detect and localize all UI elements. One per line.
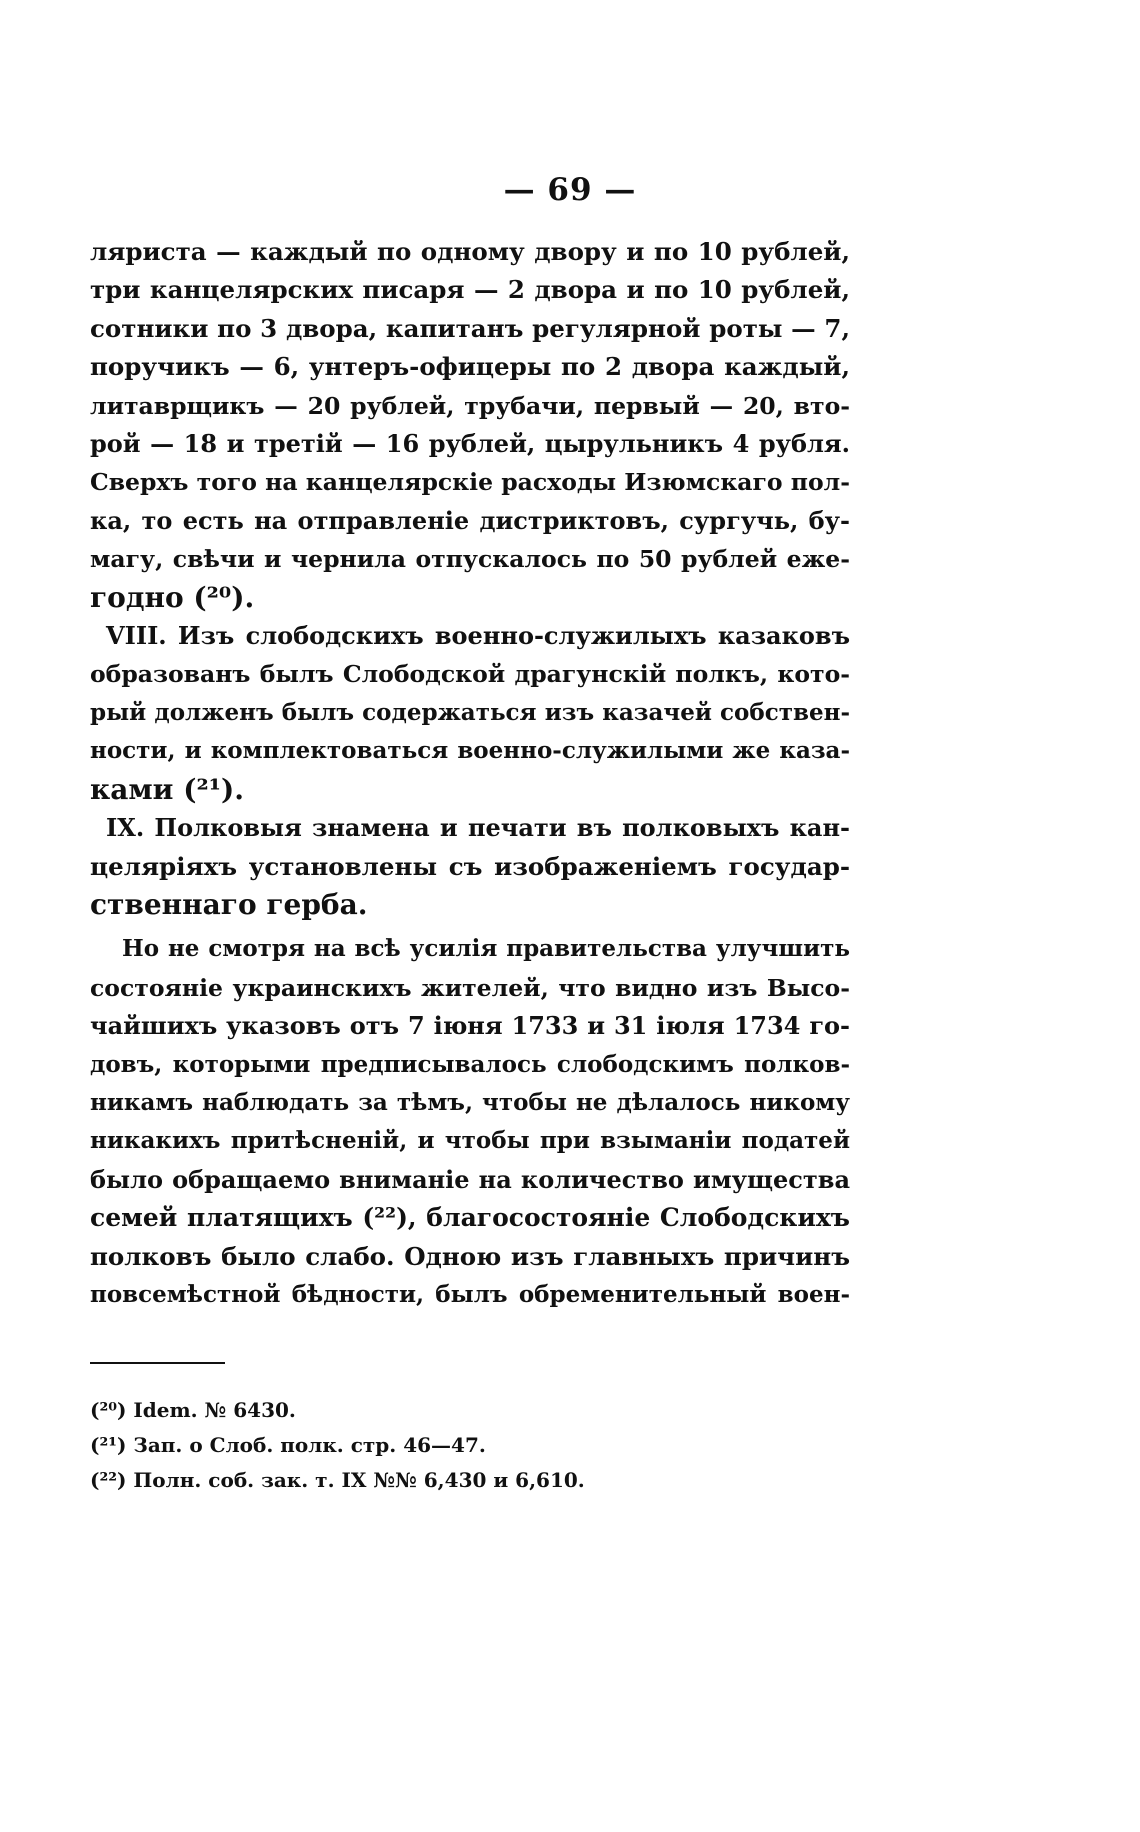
- text-line: ляриста — каждый по одному двору и по 10 рублей,: [90, 237, 850, 266]
- text-line: полковъ было слабо. Одною изъ главныхъ причинъ: [90, 1241, 850, 1271]
- text-line: состояніе украинскихъ жителей, что видно изъ Высо-: [90, 973, 850, 1002]
- text-line: магу, свѣчи и чернила отпускалось по 50 рублей еже-: [90, 545, 850, 574]
- text-line: ка, то есть на отправленіе дистриктовъ, сургучь, бу-: [90, 505, 850, 535]
- text-line: никамъ наблюдать за тѣмъ, чтобы не дѣлалось никому: [90, 1088, 850, 1116]
- text-line: годно (²⁰).: [90, 580, 255, 614]
- page-number: — 69 —: [503, 172, 637, 208]
- text-line: поручикъ — 6, унтеръ-офицеры по 2 двора каждый,: [90, 352, 850, 382]
- text-line: довъ, которыми предписывалось слободскимъ полков-: [90, 1050, 850, 1078]
- text-line: чайшихъ указовъ отъ 7 іюня 1733 и 31 іюля 1734 го-: [90, 1011, 850, 1041]
- text-line: целяріяхъ установлены съ изображеніемъ государ-: [90, 851, 850, 881]
- footnote-22: (²²) Полн. соб. зак. т. IX №№ 6,430 и 6,610.: [90, 1468, 585, 1492]
- text-line: сотники по 3 двора, капитанъ регулярной роты — 7,: [90, 313, 850, 343]
- text-line: семей платящихъ (²²), благосостояніе Слободскихъ: [90, 1203, 850, 1233]
- text-line: Сверхъ того на канцелярскіе расходы Изюмскаго пол-: [90, 468, 850, 497]
- section-ix-heading-line: IX. Полковыя знамена и печати въ полковыхъ кан-: [106, 813, 850, 843]
- footnote-separator: [90, 1362, 225, 1364]
- text-line: литаврщикъ — 20 рублей, трубачи, первый — 20, вто-: [90, 391, 850, 420]
- paragraph-start-line: Но не смотря на всѣ усилія правительства улучшить: [122, 935, 850, 963]
- text-line: никакихъ притѣсненій, и чтобы при взыманіи податей: [90, 1127, 850, 1155]
- text-line: ности, и комплектоваться военно-служилыми же каза-: [90, 737, 850, 765]
- body-text: [90, 233, 850, 1314]
- text-line: образованъ былъ Слободской драгунскій полкъ, кото-: [90, 660, 850, 689]
- text-line: повсемѣстной бѣдности, былъ обременительный воен-: [90, 1280, 850, 1308]
- text-line: рой — 18 и третій — 16 рублей, цырульникъ 4 рубля.: [90, 429, 850, 459]
- section-viii-heading-line: VIII. Изъ слободскихъ военно-служилыхъ казаковъ: [106, 621, 850, 651]
- text-line: ственнаго герба.: [90, 887, 368, 921]
- text-line: три канцелярских писаря — 2 двора и по 10 рублей,: [90, 275, 850, 305]
- footnotes: [90, 1393, 850, 1498]
- text-line: было обращаемо вниманіе на количество имущества: [90, 1164, 850, 1194]
- text-line: рый долженъ былъ содержаться изъ казачей собствен-: [90, 698, 850, 726]
- footnote-20: (²⁰) Idem. № 6430.: [90, 1398, 296, 1422]
- footnote-21: (²¹) Зап. о Слоб. полк. стр. 46—47.: [90, 1433, 486, 1457]
- text-line: ками (²¹).: [90, 772, 244, 806]
